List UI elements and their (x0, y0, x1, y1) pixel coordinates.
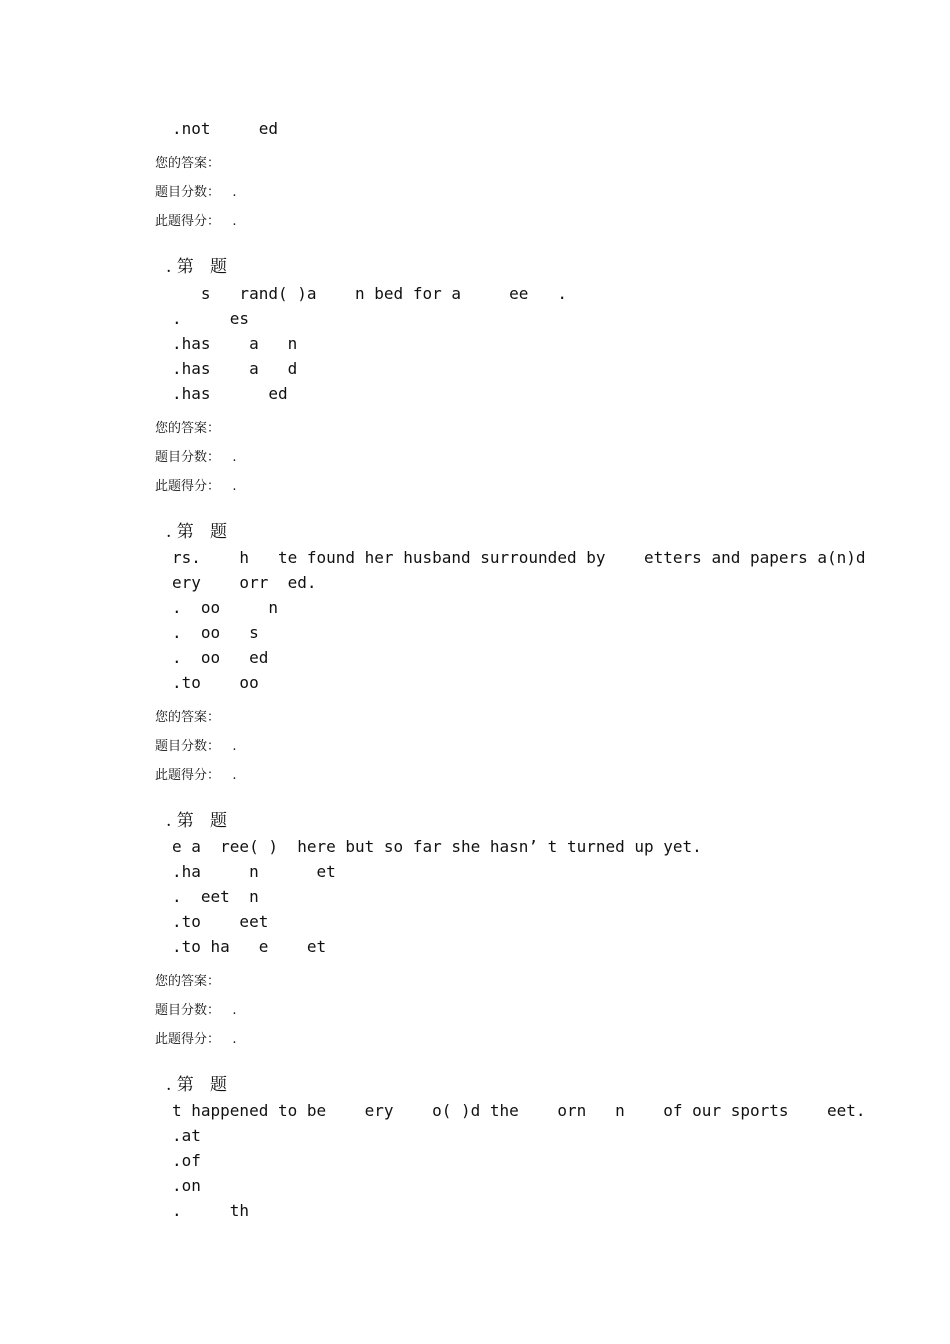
your-answer-label: 您的答案： (155, 421, 221, 436)
earned-score-label: 此题得分： . (155, 479, 237, 494)
option-d[interactable]: .to ha e et (172, 937, 327, 956)
question-title: . 第 题 (166, 257, 228, 277)
option-a[interactable]: . es (172, 309, 250, 328)
your-answer-label: 您的答案： (155, 156, 221, 171)
option-b[interactable]: .of (172, 1151, 201, 1170)
option-d[interactable]: .to oo (172, 673, 259, 692)
your-answer-label: 您的答案： (155, 974, 221, 989)
question-score-label: 题目分数： . (155, 185, 237, 200)
option-text: .not ed (172, 119, 278, 138)
option-c[interactable]: .to eet (172, 912, 269, 931)
question-stem: e a ree( ) here but so far she hasn’ t turned up yet. (172, 837, 702, 856)
earned-score-label: 此题得分： . (155, 768, 237, 783)
earned-score-label: 此题得分： . (155, 1032, 237, 1047)
option-d[interactable]: . th (172, 1201, 250, 1220)
option-b[interactable]: . oo s (172, 623, 259, 642)
question-title: . 第 题 (166, 1075, 228, 1095)
question-stem-continued: ery orr ed. (172, 573, 317, 592)
question-stem: rs. h te found her husband surrounded by etters and papers a(n)d (172, 548, 866, 567)
option-a[interactable]: .ha n et (172, 862, 336, 881)
option-c[interactable]: .on (172, 1176, 201, 1195)
question-score-label: 题目分数： . (155, 739, 237, 754)
option-a[interactable]: . oo n (172, 598, 278, 617)
option-a[interactable]: .at (172, 1126, 201, 1145)
option-c[interactable]: .has a d (172, 359, 298, 378)
question-title: . 第 题 (166, 522, 228, 542)
option-c[interactable]: . oo ed (172, 648, 269, 667)
question-score-label: 题目分数： . (155, 450, 237, 465)
option-b[interactable]: . eet n (172, 887, 259, 906)
question-stem: s rand( )a n bed for a ee . (172, 284, 567, 303)
option-b[interactable]: .has a n (172, 334, 298, 353)
your-answer-label: 您的答案： (155, 710, 221, 725)
option-d[interactable]: .has ed (172, 384, 288, 403)
question-score-label: 题目分数： . (155, 1003, 237, 1018)
question-stem: t happened to be ery o( )d the orn n of our sports eet. (172, 1101, 866, 1120)
question-title: . 第 题 (166, 811, 228, 831)
earned-score-label: 此题得分： . (155, 214, 237, 229)
